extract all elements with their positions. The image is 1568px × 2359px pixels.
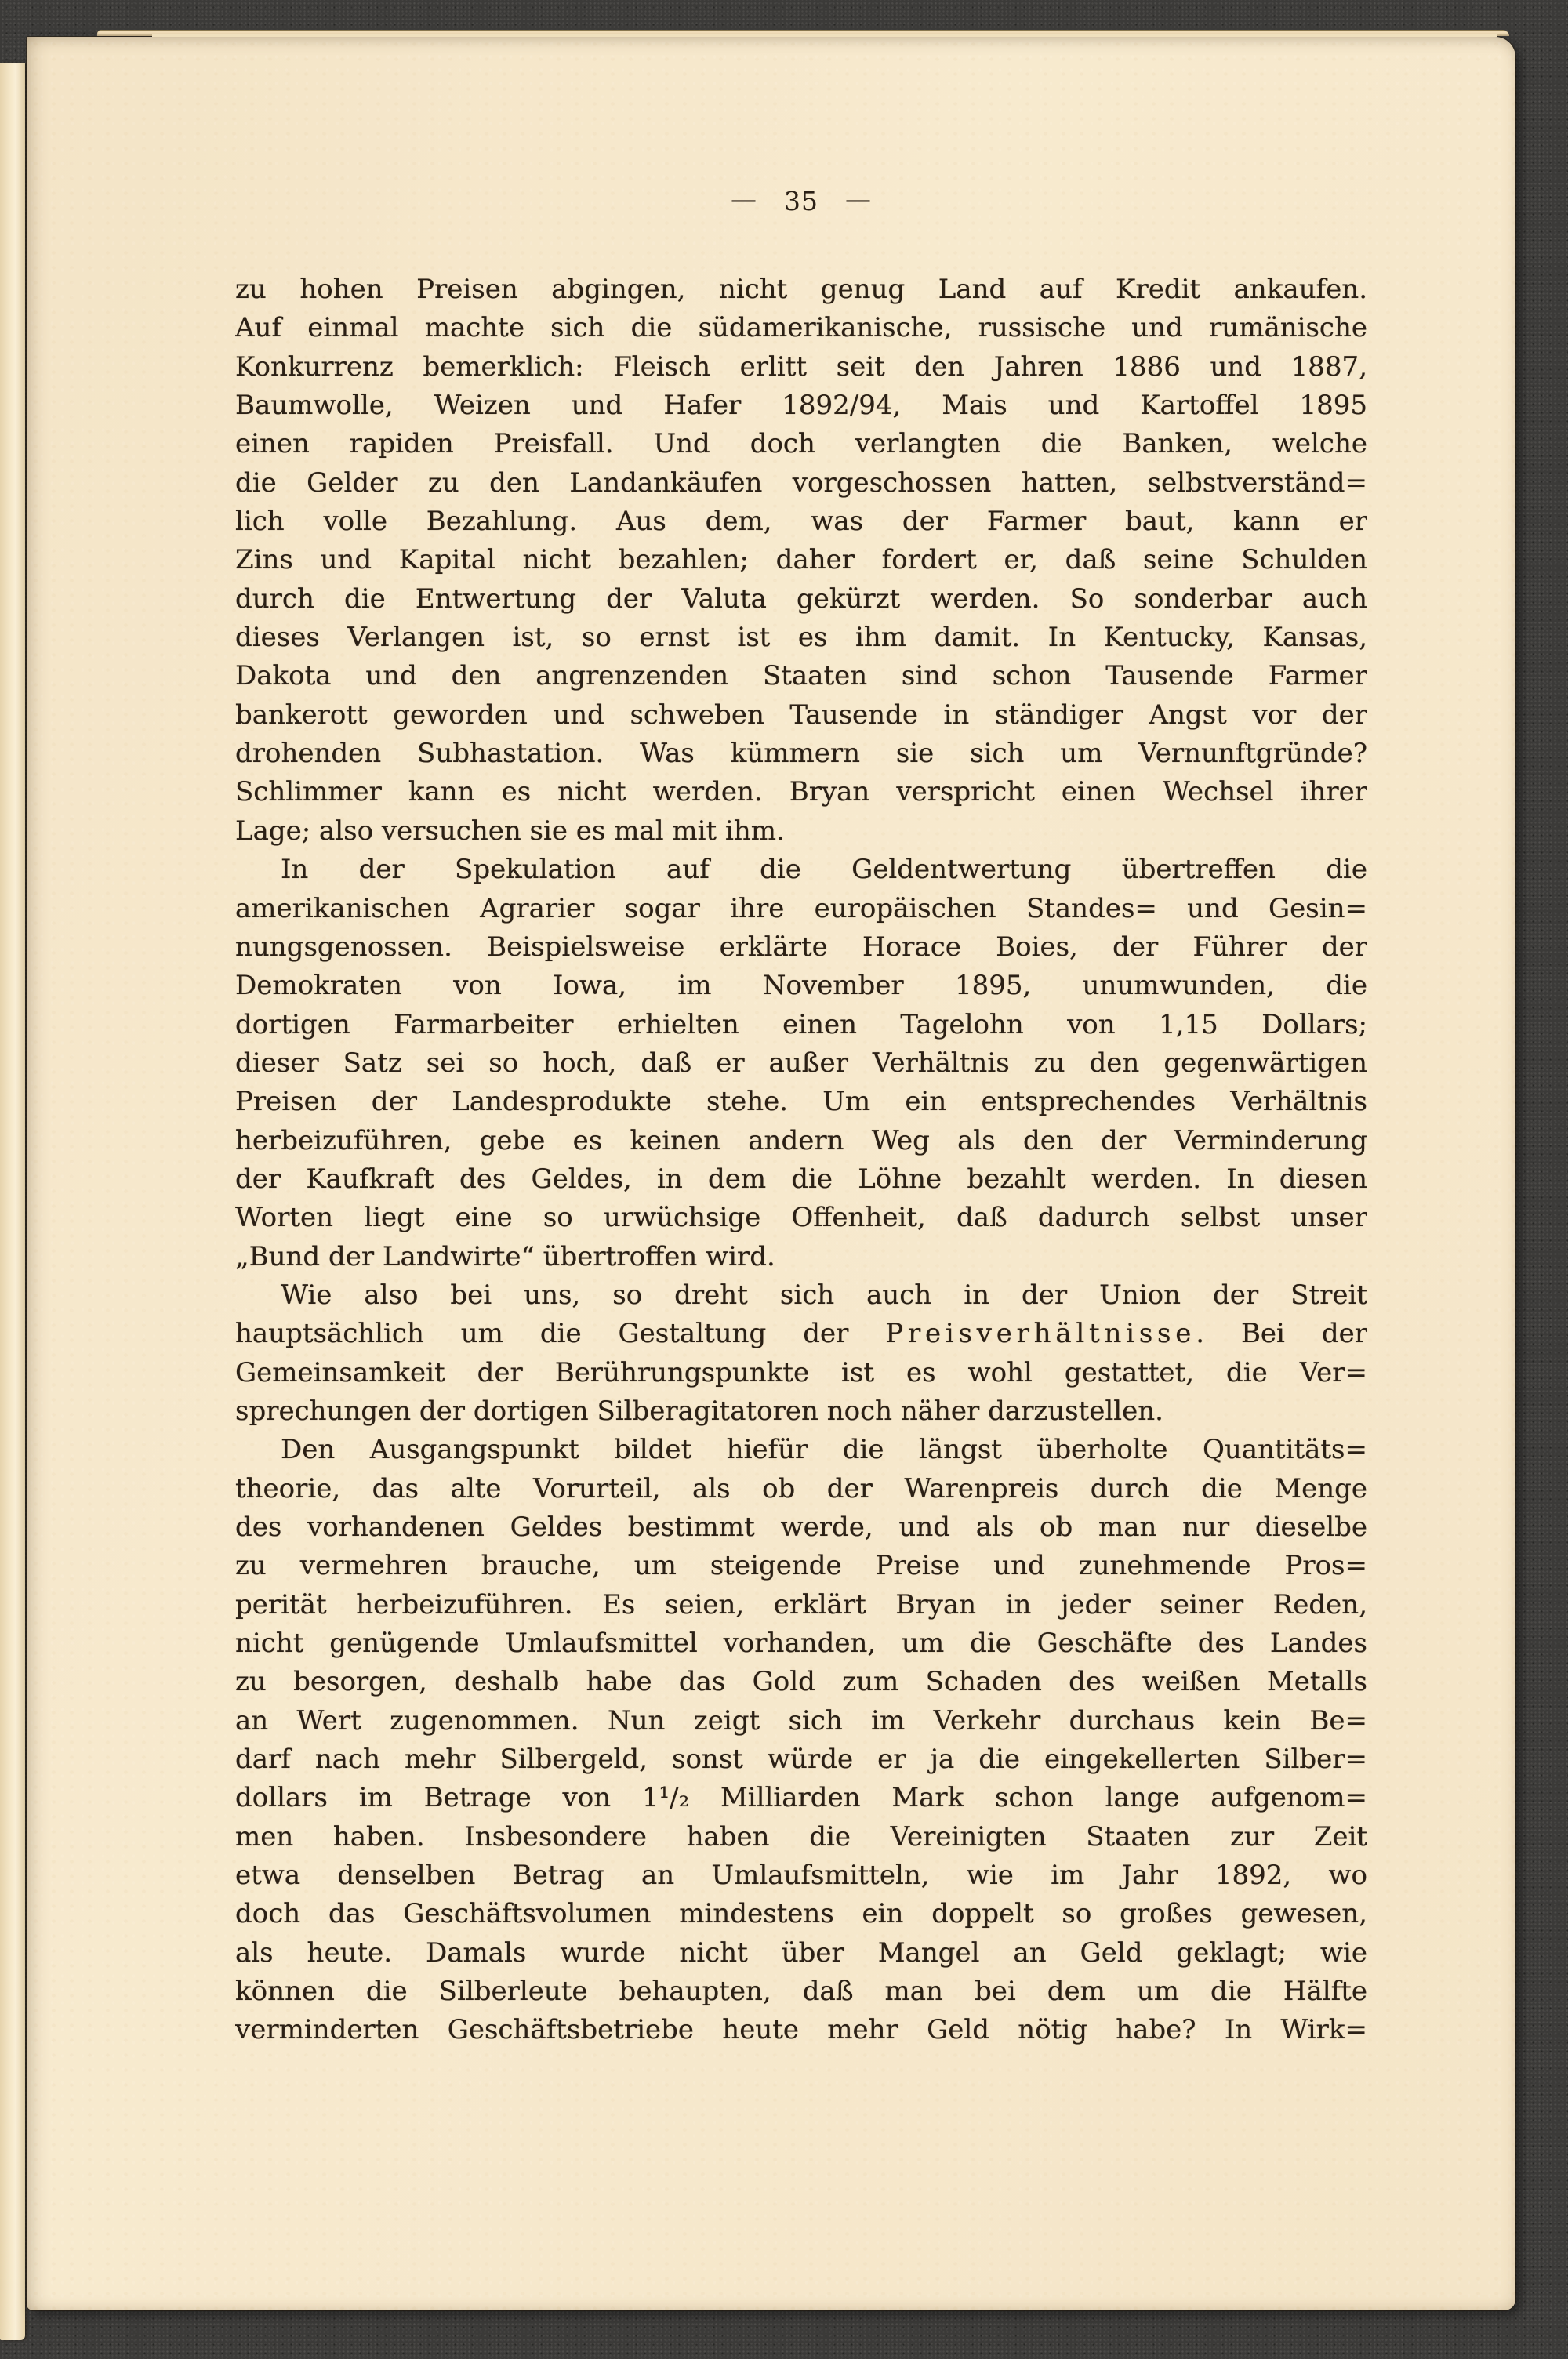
text-line: amerikanischen Agrarier sogar ihre europäischen Standes= und Gesin= <box>235 892 1367 924</box>
text-line: bankerott geworden und schweben Tausende in ständiger Angst vor der <box>235 699 1367 731</box>
text-line: darf nach mehr Silbergeld, sonst würde er ja die eingekellerten Silber= <box>235 1744 1367 1776</box>
text-line: etwa denselben Betrag an Umlaufsmitteln, wie im Jahr 1892, wo <box>235 1860 1367 1892</box>
text-line: dieser Satz sei so hoch, daß er außer Verhältnis zu den gegenwärtigen <box>235 1047 1367 1079</box>
text-line: Dakota und den angrenzenden Staaten sind schon Tausende Farmer <box>235 660 1367 692</box>
text-line: Zins und Kapital nicht bezahlen; daher fordert er, daß seine Schulden <box>235 544 1367 576</box>
text-line: nicht genügende Umlaufsmittel vorhanden, um die Geschäfte des Landes <box>235 1628 1367 1660</box>
text-line: zu hohen Preisen abgingen, nicht genug Land auf Kredit ankaufen. <box>235 274 1367 305</box>
text-line: dortigen Farmarbeiter erhielten einen Tagelohn von 1,15 Dollars; <box>235 1008 1367 1040</box>
text-line: können die Silberleute behaupten, daß man bei dem um die Hälfte <box>235 1976 1367 2008</box>
text-line: doch das Geschäftsvolumen mindestens ein doppelt so großes gewesen, <box>235 1898 1367 1930</box>
text-line: Schlimmer kann es nicht werden. Bryan verspricht einen Wechsel ihrer <box>235 776 1367 808</box>
text-line: perität herbeizuführen. Es seien, erklärt Bryan in jeder seiner Reden, <box>235 1588 1367 1620</box>
text-line: drohenden Subhastation. Was kümmern sie sich um Vernunftgründe? <box>235 738 1367 770</box>
text-line: nungsgenossen. Beispielsweise erklärte Horace Boies, der Führer der <box>235 931 1367 963</box>
text-line: die Gelder zu den Landankäufen vorgeschossen hatten, selbstverständ= <box>235 466 1367 499</box>
text-line: Worten liegt eine so urwüchsige Offenheit, daß dadurch selbst unser <box>235 1202 1367 1234</box>
text-line: hauptsächlich um die Gestaltung der Preisverhältnisse. Bei der <box>235 1318 1367 1350</box>
text-line: verminderten Geschäftsbetriebe heute mehr Geld nötig habe? In Wirk= <box>235 2014 1367 2046</box>
text-line: In der Spekulation auf die Geldentwertung übertreffen die <box>281 854 1367 886</box>
header-dash-right: — <box>845 183 872 214</box>
page-number: 35 <box>784 186 818 216</box>
text-line: dieses Verlangen ist, so ernst ist es ihm damit. In Kentucky, Kansas, <box>235 622 1367 654</box>
text-line: der Kaufkraft des Geldes, in dem die Löhne bezahlt werden. In diesen <box>235 1163 1367 1195</box>
text-line: des vorhandenen Geldes bestimmt werde, und als ob man nur dieselbe <box>235 1512 1367 1543</box>
text-block <box>235 270 1367 2050</box>
text-line: Den Ausgangspunkt bildet hiefür die längst überholte Quantitäts= <box>281 1434 1367 1466</box>
text-line: als heute. Damals wurde nicht über Mangel an Geld geklagt; wie <box>235 1936 1367 1969</box>
book-page <box>27 37 1515 2310</box>
text-line: Demokraten von Iowa, im November 1895, unumwunden, die <box>235 970 1367 1002</box>
text-line: Konkurrenz bemerklich: Fleisch erlitt seit den Jahren 1886 und 1887, <box>235 350 1367 383</box>
text-line: Gemeinsamkeit der Berührungspunkte ist es wohl gestattet, die Ver= <box>235 1356 1367 1388</box>
text-line: durch die Entwertung der Valuta gekürzt werden. So sonderbar auch <box>235 582 1367 615</box>
text-line: Wie also bei uns, so dreht sich auch in der Union der Streit <box>281 1279 1367 1311</box>
text-line: dollars im Betrage von 1¹/₂ Milliarden Mark schon lange aufgenom= <box>235 1782 1367 1814</box>
page-number-header <box>235 183 1367 216</box>
text-line: einen rapiden Preisfall. Und doch verlangten die Banken, welche <box>235 428 1367 460</box>
text-line: herbeizuführen, gebe es keinen andern Weg als den der Verminderung <box>235 1124 1367 1156</box>
header-dash-left: — <box>731 183 757 214</box>
text-line: an Wert zugenommen. Nun zeigt sich im Verkehr durchaus kein Be= <box>235 1704 1367 1737</box>
text-line: „Bund der Landwirte“ übertroffen wird. <box>235 1240 775 1272</box>
stacked-page-edge-line <box>152 34 1497 37</box>
text-line: theorie, das alte Vorurteil, als ob der Warenpreis durch die Menge <box>235 1472 1367 1504</box>
text-line: Baumwolle, Weizen und Hafer 1892/94, Mais und Kartoffel 1895 <box>235 390 1367 422</box>
text-line: Preisen der Landesprodukte stehe. Um ein entsprechendes Verhältnis <box>235 1086 1367 1118</box>
text-line: Auf einmal machte sich die südamerikanische, russische und rumänische <box>235 312 1367 344</box>
text-line: men haben. Insbesondere haben die Vereinigten Staaten zur Zeit <box>235 1820 1367 1853</box>
text-line: zu vermehren brauche, um steigende Preise und zunehmende Pros= <box>235 1550 1367 1582</box>
text-line: zu besorgen, deshalb habe das Gold zum Schaden des weißen Metalls <box>235 1666 1367 1698</box>
text-line: Lage; also versuchen sie es mal mit ihm. <box>235 815 785 847</box>
text-line: lich volle Bezahlung. Aus dem, was der Farmer baut, kann er <box>235 506 1367 538</box>
letterspaced-word: Preisverhältnisse <box>885 1318 1196 1350</box>
text-line: sprechungen der dortigen Silberagitatoren noch näher darzustellen. <box>235 1395 1163 1427</box>
previous-page-edge <box>0 63 25 2340</box>
